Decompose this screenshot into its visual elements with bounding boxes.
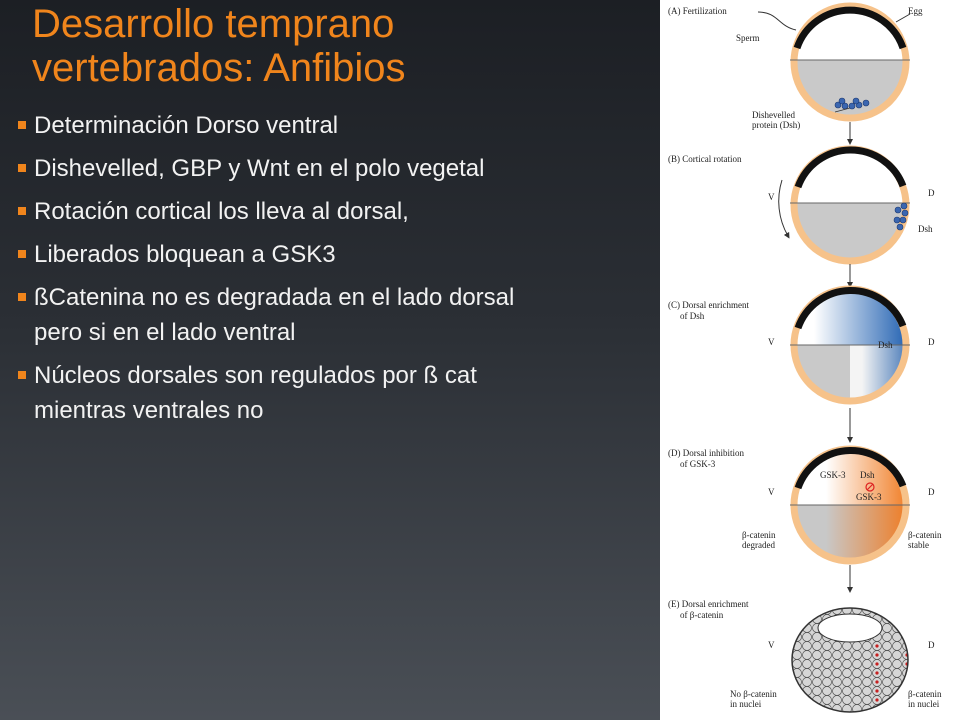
bullet-text: ßCatenina no es degradada en el lado dorsal pero si en el lado ventral — [34, 284, 515, 346]
panel-d-heading-line-2: of GSK-3 — [680, 459, 716, 469]
dorsal-label: D — [928, 487, 935, 497]
dsh-label-line-1: Dishevelled — [752, 110, 795, 120]
title-line-2: vertebrados: Anfibios — [32, 46, 406, 90]
catenin-stable-line-1: β-catenin — [908, 530, 942, 540]
bullet-square-icon — [18, 207, 26, 215]
panel-c-heading-line-2: of Dsh — [680, 311, 705, 321]
bullet-text: Determinación Dorso ventral — [34, 112, 339, 139]
embryo-diagram — [660, 0, 960, 720]
dsh-label-line-2: protein (Dsh) — [752, 120, 801, 130]
panel-b-heading: (B) Cortical rotation — [668, 154, 742, 164]
dorsal-label: D — [928, 337, 935, 347]
panel-e — [668, 599, 942, 715]
bullet-square-icon — [18, 293, 26, 301]
panel-b — [668, 140, 935, 263]
panel-c — [668, 285, 935, 405]
catenin-nuclei-label-line-1: β-catenin — [908, 689, 942, 699]
gsk3-left-label: GSK-3 — [820, 470, 846, 480]
bullet-text: Núcleos dorsales son regulados por ß cat mientras ventrales no — [34, 362, 477, 424]
panel-d — [668, 445, 942, 565]
bullet-item — [18, 108, 538, 143]
slide-title — [32, 2, 652, 90]
panel-a — [668, 0, 923, 130]
bullet-list — [18, 108, 538, 436]
sperm-label: Sperm — [736, 33, 760, 43]
panel-e-heading-line-1: (E) Dorsal enrichment — [668, 599, 749, 609]
embryo-figure — [660, 0, 960, 720]
ventral-label: V — [768, 192, 775, 202]
gsk3-right-label: GSK-3 — [856, 492, 882, 502]
panel-d-heading-line-1: (D) Dorsal inhibition — [668, 448, 744, 458]
blastula-cells — [790, 605, 912, 715]
bullet-square-icon — [18, 164, 26, 172]
catenin-degraded-line-2: degraded — [742, 540, 775, 550]
no-catenin-label-line-2: in nuclei — [730, 699, 762, 709]
dorsal-label: D — [928, 188, 935, 198]
ventral-label: V — [768, 487, 775, 497]
bullet-item — [18, 194, 538, 229]
dsh-label: Dsh — [878, 340, 893, 350]
panel-e-heading-line-2: of β-catenin — [680, 610, 724, 620]
ventral-label: V — [768, 640, 775, 650]
dorsal-label: D — [928, 640, 935, 650]
bullet-item — [18, 358, 538, 428]
no-catenin-label-line-1: No β-catenin — [730, 689, 777, 699]
bullet-item — [18, 280, 538, 350]
ventral-label: V — [768, 337, 775, 347]
panel-c-heading-line-1: (C) Dorsal enrichment — [668, 300, 749, 310]
panel-a-heading: (A) Fertilization — [668, 6, 727, 16]
bullet-item — [18, 151, 538, 186]
bullet-text: Dishevelled, GBP y Wnt en el polo vegetal — [34, 155, 485, 182]
bullet-item — [18, 237, 538, 272]
title-line-1: Desarrollo temprano — [32, 2, 395, 46]
bullet-square-icon — [18, 250, 26, 258]
dsh-label: Dsh — [860, 470, 875, 480]
bullet-square-icon — [18, 121, 26, 129]
catenin-stable-line-2: stable — [908, 540, 929, 550]
catenin-degraded-line-1: β-catenin — [742, 530, 776, 540]
bullet-square-icon — [18, 371, 26, 379]
catenin-nuclei-label-line-2: in nuclei — [908, 699, 940, 709]
bullet-text: Liberados bloquean a GSK3 — [34, 241, 336, 268]
bullet-text: Rotación cortical los lleva al dorsal, — [34, 198, 409, 225]
dsh-label: Dsh — [918, 224, 933, 234]
egg-label: Egg — [908, 6, 923, 16]
